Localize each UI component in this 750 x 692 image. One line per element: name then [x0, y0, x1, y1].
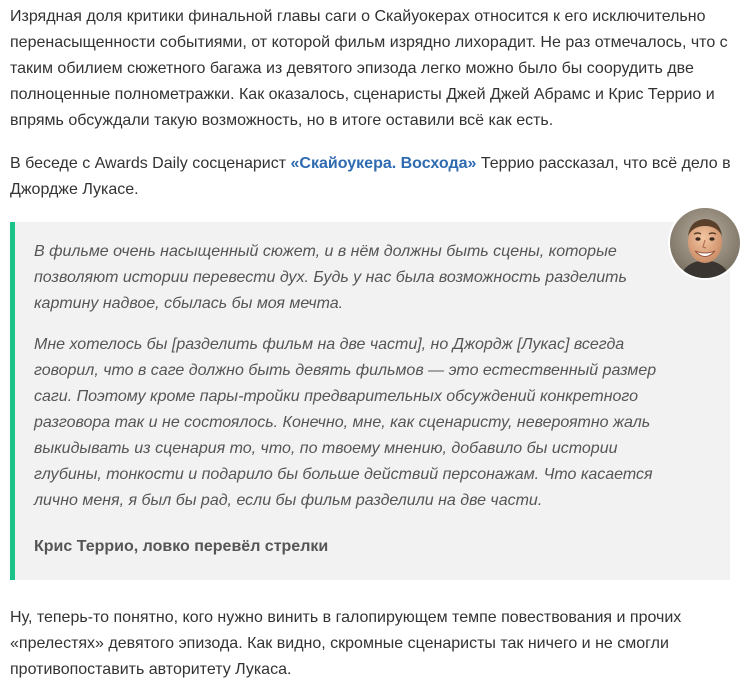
quote-author: Крис Террио, ловко перевёл стрелки [34, 538, 329, 555]
paragraph-text-before-link: В беседе с Awards Daily сосценарист [10, 155, 291, 172]
article-paragraph-conclusion: Ну, теперь-то понятно, кого нужно винить в галопирующем темпе повествования и прочих «прелестях» девятого эпизода. Как видно, скромные сценаристы так ничего и не смогли противопоставить авторитету Лукаса. [10, 609, 682, 678]
article-paragraph-intro: Изрядная доля критики финальной главы саги о Скайуокерах относится к его исключительно перенасыщенности событиями, от которой фильм изрядно лихорадит. Не раз отмечалось, что с таким обилием сюжетного багажа из девятого эпизода легко можно было бы соорудить две полноценные полнометражки. Как оказалось, сценаристы Джей Джей Абрамс и Крис Террио и впрямь обсуждали такую возможность, но в итоге оставили всё как есть. [10, 8, 728, 129]
quote-paragraph-1: В фильме очень насыщенный сюжет, и в нём должны быть сцены, которые позволяют истории перевести дух. Будь у нас была возможность разделить картину надвое, сбылась бы моя мечта. [34, 243, 627, 312]
paragraph-text-after-link: Террио рассказал, что всё дело в Джордже Лукасе. [10, 155, 731, 198]
film-title-link[interactable]: «Скайоукера. Восхода» [290, 155, 477, 172]
author-avatar-photo-icon [670, 208, 740, 278]
author-avatar [670, 208, 740, 278]
quote-paragraph-2: Мне хотелось бы [разделить фильм на две части], но Джордж [Лукас] всегда говорил, что в саге должно быть девять фильмов — это естественный размер саги. Поэтому кроме пары-тройки предварительных обсуждений конкретного разговора так и не состоялось. Конечно, мне, как сценаристу, невероятно жаль выкидывать из сценария то, что, по твоему мнению, добавило бы истории глубины, тонкости и подарило бы больше действий персонажам. Что касается лично меня, я был бы рад, если бы фильм разделили на две части. [34, 336, 657, 509]
article-paragraph-context [10, 151, 735, 203]
blockquote [10, 222, 730, 580]
